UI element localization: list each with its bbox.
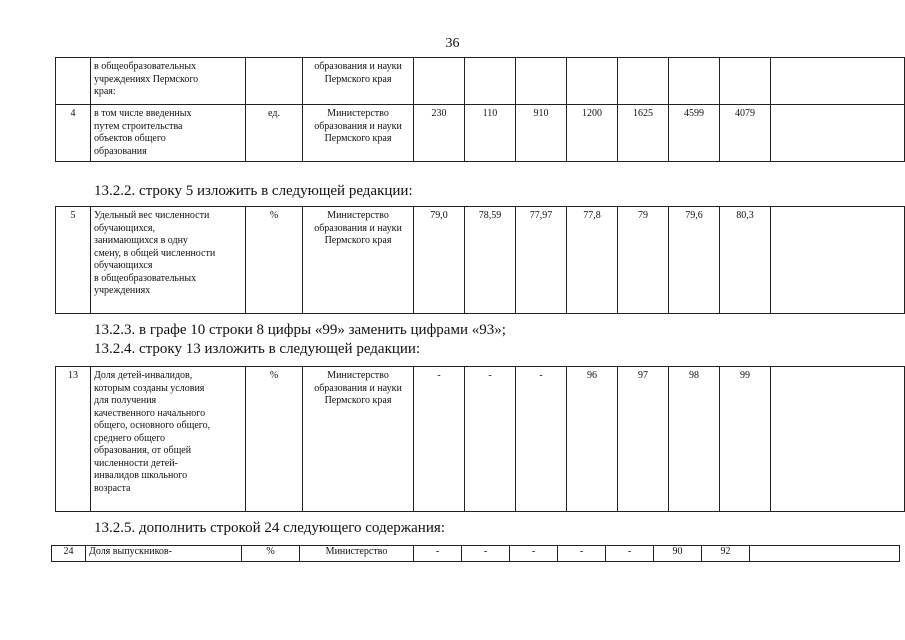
value-cell: - — [462, 546, 510, 562]
value-cell: 1200 — [567, 105, 618, 162]
indicator-name: Доля выпускников- — [86, 546, 242, 562]
value-cell — [567, 58, 618, 105]
page-number: 36 — [445, 36, 460, 51]
value-cell: 4599 — [669, 105, 720, 162]
table-continuation — [55, 57, 905, 162]
value-cell: 79 — [618, 207, 669, 314]
value-cell: - — [414, 546, 462, 562]
value-cell: - — [558, 546, 606, 562]
value-cell: 79,6 — [669, 207, 720, 314]
table-row — [56, 367, 905, 512]
value-cell: 98 — [669, 367, 720, 512]
value-cell — [414, 58, 465, 105]
responsible-cell: Министерство — [300, 546, 414, 562]
extra-cell — [771, 207, 905, 314]
value-cell: 78,59 — [465, 207, 516, 314]
unit-cell — [246, 58, 303, 105]
value-cell: - — [465, 367, 516, 512]
table-row — [56, 207, 905, 314]
row-number — [56, 58, 91, 105]
responsible-cell: Министерство образования и науки Пермского края — [303, 207, 414, 314]
value-cell — [516, 58, 567, 105]
unit-cell: % — [242, 546, 300, 562]
table-row — [56, 58, 905, 105]
unit-cell: % — [246, 207, 303, 314]
table-row-5 — [55, 206, 905, 314]
indicator-name: Удельный вес численности обучающихся, занимающихся в одну смену, в общей численности обучающихся в общеобразовательных учреждениях — [91, 207, 246, 314]
value-cell — [465, 58, 516, 105]
paragraph-13-2-4: 13.2.4. строку 13 изложить в следующей редакции: — [94, 341, 421, 357]
value-cell: 110 — [465, 105, 516, 162]
value-cell: - — [510, 546, 558, 562]
value-cell: - — [516, 367, 567, 512]
value-cell — [618, 58, 669, 105]
indicator-name: Доля детей-инвалидов, которым созданы условия для получения качественного начального общего, основного общего, среднего общего образования, от общей численности детей- инвалидов школьного возраста — [91, 367, 246, 512]
value-cell — [720, 58, 771, 105]
table-row — [56, 105, 905, 162]
value-cell — [669, 58, 720, 105]
value-cell: 77,8 — [567, 207, 618, 314]
row-number: 13 — [56, 367, 91, 512]
value-cell: 97 — [618, 367, 669, 512]
value-cell: - — [606, 546, 654, 562]
unit-cell: ед. — [246, 105, 303, 162]
value-cell: - — [414, 367, 465, 512]
row-number: 24 — [52, 546, 86, 562]
paragraph-13-2-2: 13.2.2. строку 5 изложить в следующей редакции: — [94, 183, 413, 199]
paragraph-13-2-3: 13.2.3. в графе 10 строки 8 цифры «99» заменить цифрами «93»; — [94, 322, 506, 338]
extra-cell — [771, 105, 905, 162]
value-cell: 230 — [414, 105, 465, 162]
value-cell: 80,3 — [720, 207, 771, 314]
value-cell: 79,0 — [414, 207, 465, 314]
responsible-cell: Министерство образования и науки Пермского края — [303, 367, 414, 512]
row-number: 4 — [56, 105, 91, 162]
value-cell: 910 — [516, 105, 567, 162]
responsible-cell: Министерство образования и науки Пермского края — [303, 105, 414, 162]
responsible-cell: образования и науки Пермского края — [303, 58, 414, 105]
value-cell: 4079 — [720, 105, 771, 162]
value-cell: 99 — [720, 367, 771, 512]
indicator-name: в том числе введенных путем строительства объектов общего образования — [91, 105, 246, 162]
value-cell: 92 — [702, 546, 750, 562]
paragraph-13-2-5: 13.2.5. дополнить строкой 24 следующего содержания: — [94, 520, 445, 536]
table-row-24 — [51, 545, 900, 562]
value-cell: 77,97 — [516, 207, 567, 314]
value-cell: 96 — [567, 367, 618, 512]
table-row — [52, 546, 900, 562]
value-cell: 90 — [654, 546, 702, 562]
table-row-13 — [55, 366, 905, 512]
extra-cell — [771, 58, 905, 105]
unit-cell: % — [246, 367, 303, 512]
value-cell: 1625 — [618, 105, 669, 162]
extra-cell — [771, 367, 905, 512]
indicator-name: в общеобразовательных учреждениях Пермского края: — [91, 58, 246, 105]
row-number: 5 — [56, 207, 91, 314]
extra-cell — [750, 546, 900, 562]
